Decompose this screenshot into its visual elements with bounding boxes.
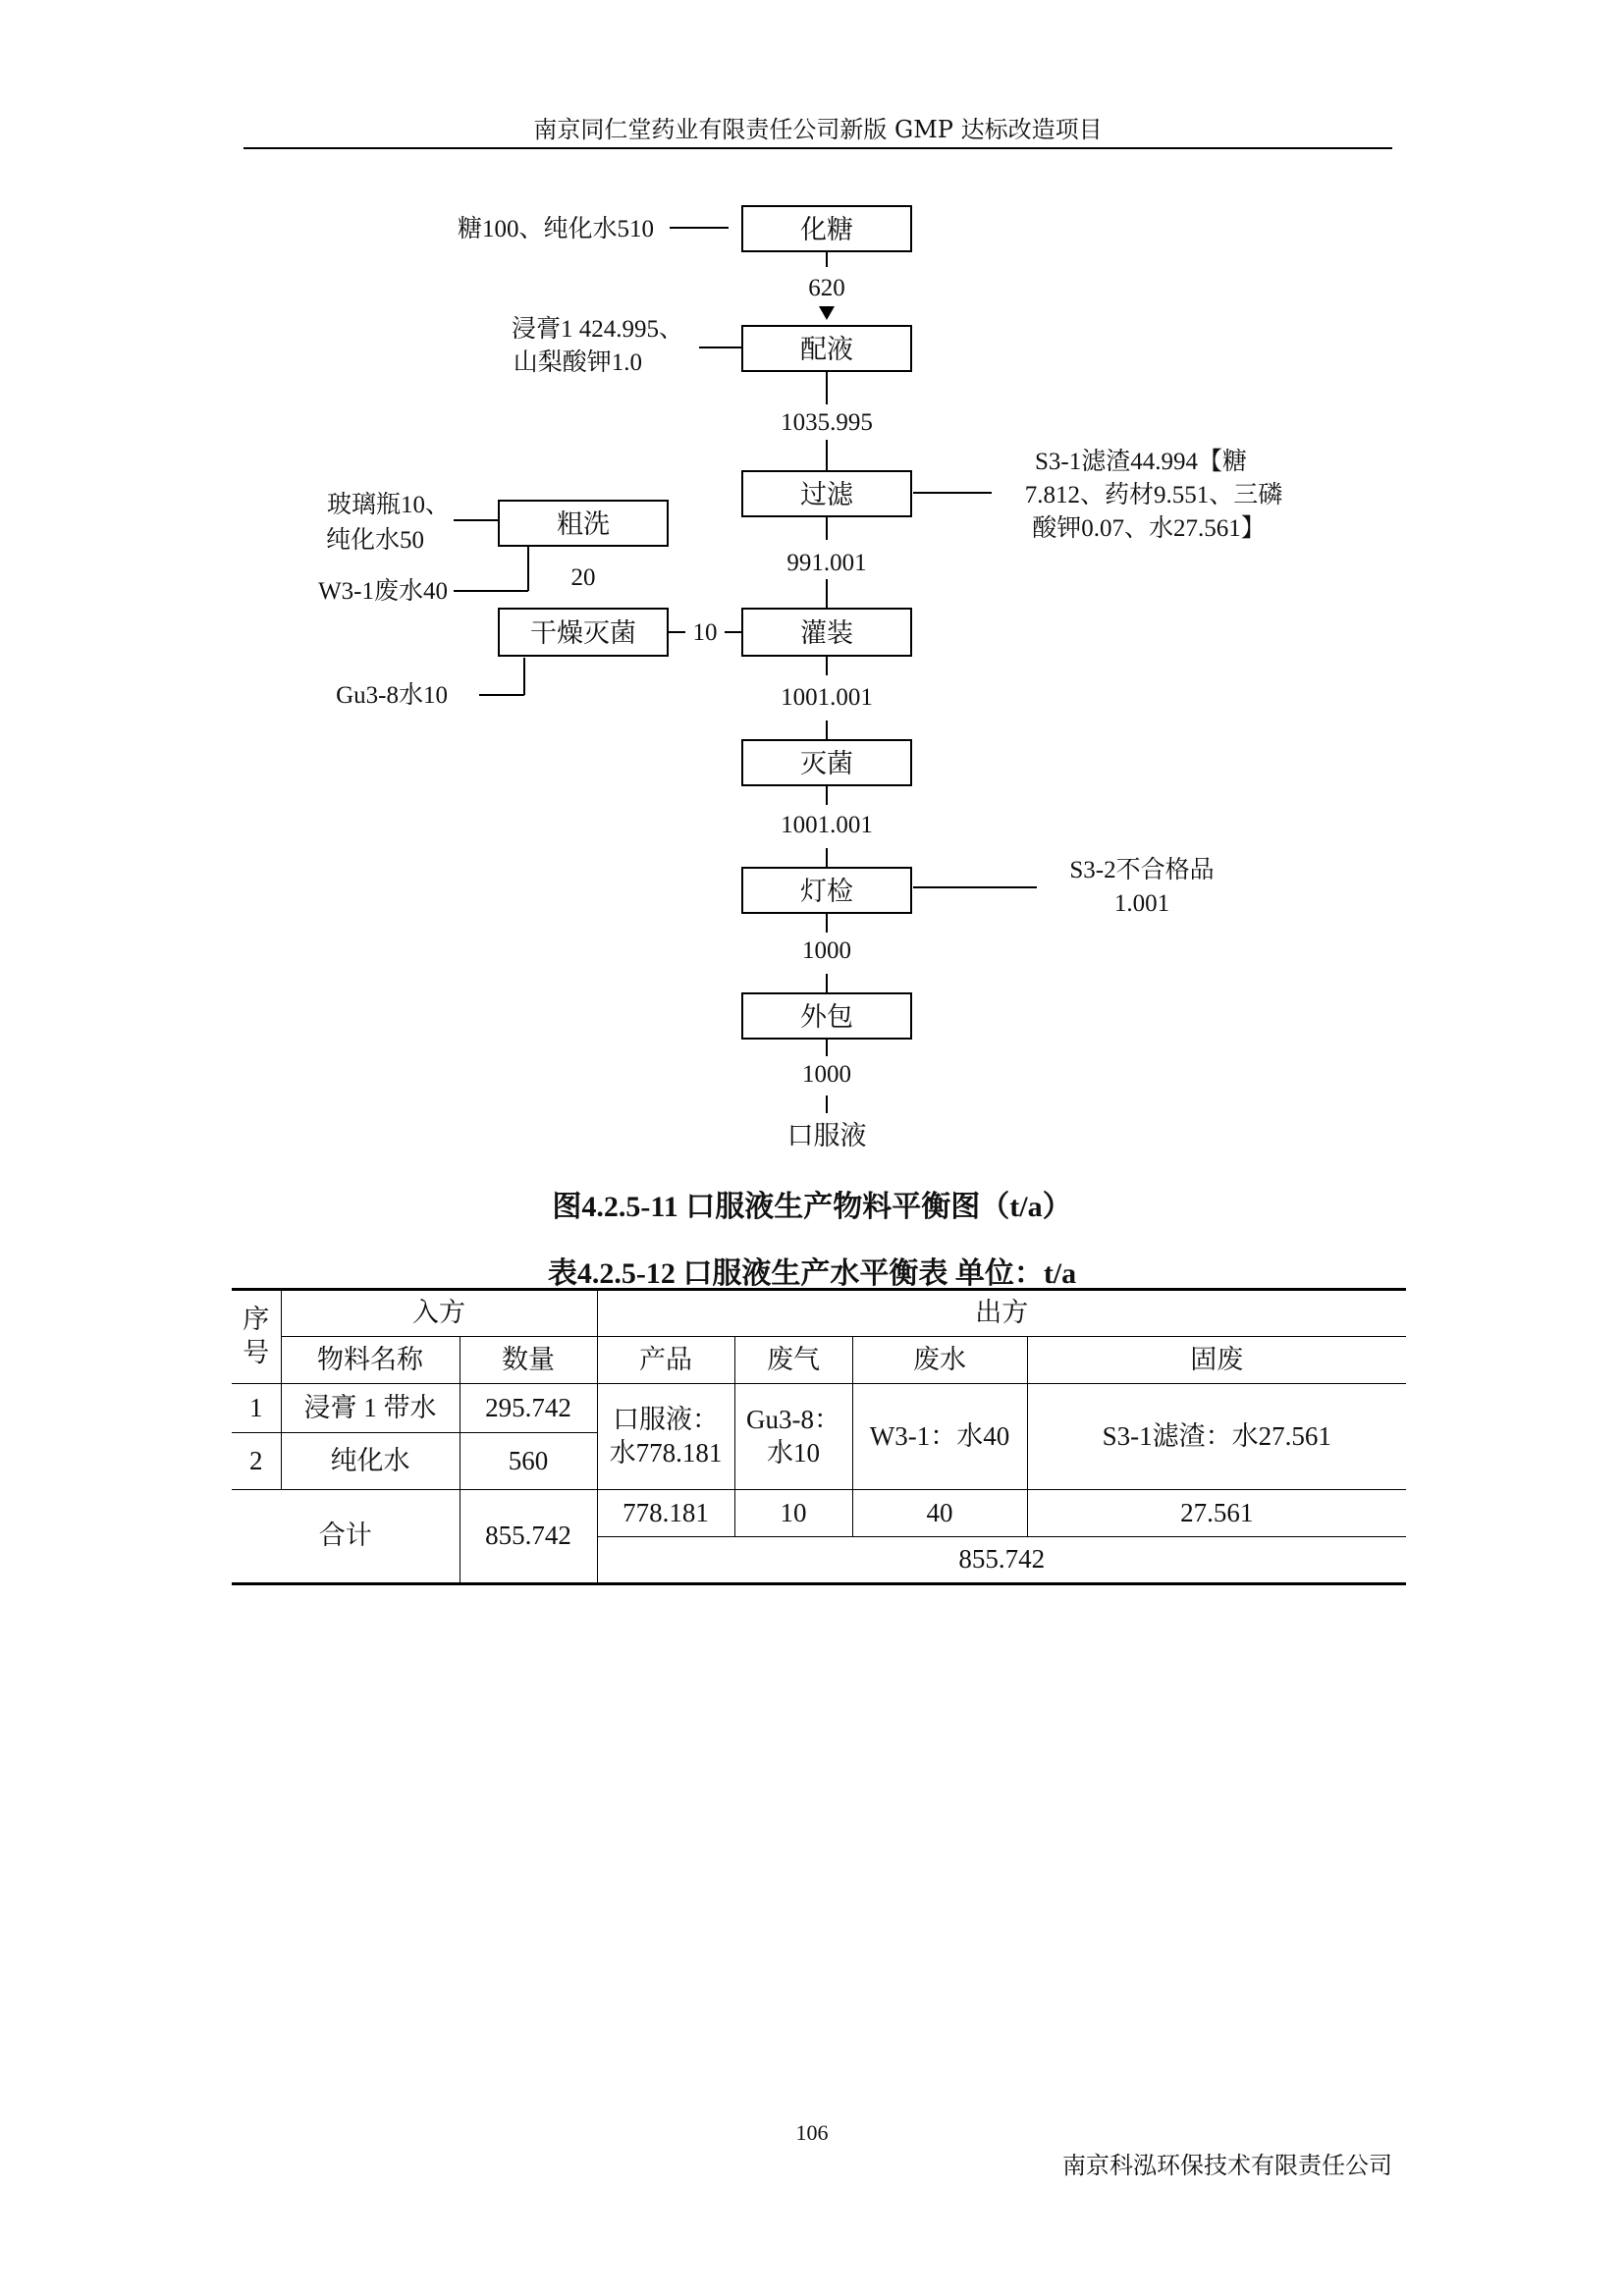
- material-quantity: 560: [460, 1433, 597, 1490]
- filter-output-line: 7.812、药材9.551、三磷: [1024, 482, 1283, 508]
- seq-header: 序号: [232, 1290, 281, 1384]
- step-label: 配液: [800, 335, 853, 364]
- total-exhaust: 10: [734, 1490, 852, 1537]
- flow-value: 1035.995: [781, 409, 873, 436]
- sugar-input: 糖100、纯化水510: [457, 216, 654, 242]
- step-label: 灌装: [800, 618, 853, 648]
- total-wastewater: 40: [852, 1490, 1027, 1537]
- filter-output-line: 酸钾0.07、水27.561】: [1032, 515, 1266, 542]
- bottle-input-line: 纯化水50: [325, 527, 424, 554]
- quantity-header: 数量: [460, 1337, 597, 1384]
- flow-value: 620: [808, 275, 845, 301]
- step-label: 灭菌: [800, 749, 853, 778]
- step-label: 过滤: [800, 480, 853, 509]
- inspect-waste-line: 1.001: [1113, 890, 1170, 917]
- final-product: 口服液: [786, 1121, 867, 1150]
- row-number: 1: [232, 1384, 281, 1433]
- step-label: 化糖: [800, 215, 853, 244]
- filter-output-line: S3-1滤渣44.994【糖: [1035, 449, 1247, 475]
- flow-value: 1000: [802, 937, 851, 964]
- dry-flow-value: 10: [692, 619, 718, 646]
- inspect-waste-line: S3-2不合格品: [1069, 857, 1215, 883]
- total-product: 778.181: [597, 1490, 734, 1537]
- wastewater-header: 废水: [852, 1337, 1027, 1384]
- total-output: 855.742: [597, 1537, 1406, 1584]
- output-header: 出方: [597, 1290, 1406, 1337]
- wastewater-value: W3-1：水40: [852, 1384, 1027, 1490]
- page-number: 106: [795, 2120, 829, 2145]
- product-header: 产品: [597, 1337, 734, 1384]
- material-name: 浸膏 1 带水: [281, 1384, 460, 1433]
- dry-exhaust: Gu3-8水10: [336, 682, 448, 709]
- solid-waste-water: S3-1滤渣：水27.561: [1027, 1384, 1406, 1490]
- water-balance-table: [232, 1288, 1406, 1585]
- material-quantity: 295.742: [460, 1384, 597, 1433]
- footer-company: 南京科泓环保技术有限责任公司: [1062, 2152, 1392, 2179]
- figure-caption: 图4.2.5-11 口服液生产物料平衡图（t/a）: [552, 1191, 1072, 1223]
- bottle-input-line: 玻璃瓶10、: [326, 492, 450, 518]
- flow-arrowhead: [819, 306, 835, 320]
- flow-value: 1001.001: [781, 684, 873, 711]
- extract-input-line: 山梨酸钾1.0: [513, 349, 642, 376]
- flow-value: 1001.001: [781, 812, 873, 838]
- product-water: 口服液：水778.181: [597, 1384, 734, 1490]
- input-header: 入方: [281, 1290, 597, 1337]
- exhaust-water: Gu3-8：水10: [734, 1384, 852, 1490]
- total-solid-waste: 27.561: [1027, 1490, 1406, 1537]
- step-label: 外包: [800, 1002, 853, 1032]
- rinse-flow-value: 20: [570, 564, 596, 591]
- dry-label: 干燥灭菌: [530, 618, 636, 648]
- row-number: 2: [232, 1433, 281, 1490]
- step-label: 灯检: [800, 877, 853, 906]
- total-input: 855.742: [460, 1490, 597, 1584]
- rinse-label: 粗洗: [557, 509, 610, 539]
- total-label: 合计: [232, 1490, 460, 1584]
- rinse-wastewater: W3-1废水40: [318, 578, 448, 605]
- flow-value: 1000: [802, 1061, 851, 1088]
- solid-waste-header: 固废: [1027, 1337, 1406, 1384]
- extract-input-line: 浸膏1 424.995、: [511, 316, 683, 343]
- flow-value: 991.001: [786, 550, 867, 576]
- exhaust-gas-header: 废气: [734, 1337, 852, 1384]
- material-name: 纯化水: [281, 1433, 460, 1490]
- table-caption: 表4.2.5-12 口服液生产水平衡表 单位：t/a: [547, 1257, 1077, 1290]
- material-name-header: 物料名称: [281, 1337, 460, 1384]
- page-header-title: 南京同仁堂药业有限责任公司新版 GMP 达标改造项目: [533, 116, 1103, 143]
